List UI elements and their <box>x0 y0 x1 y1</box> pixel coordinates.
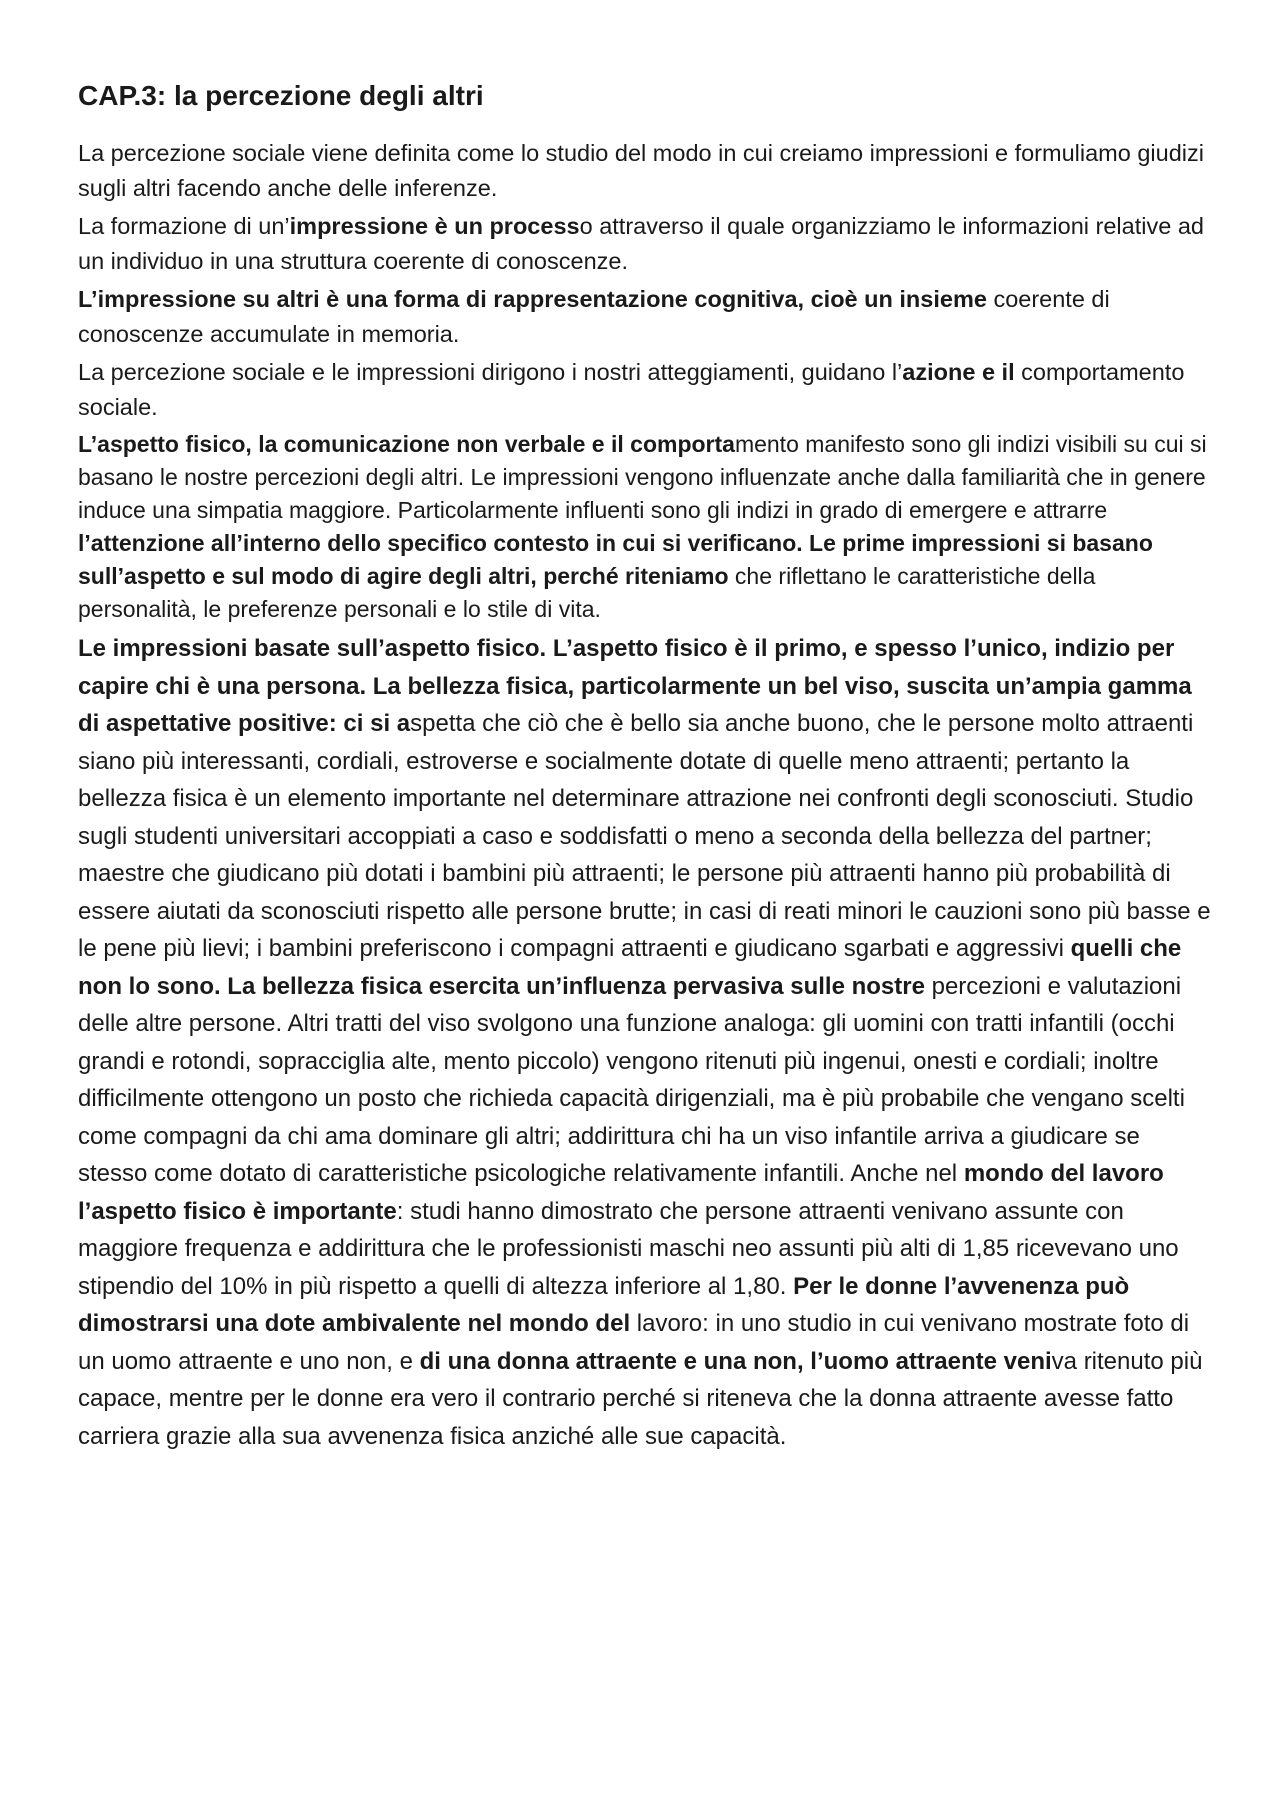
chapter-title: CAP.3: la percezione degli altri <box>78 80 484 111</box>
emphasis-text: mondo del lavoro l’aspetto fisico è importante <box>78 1160 1164 1225</box>
paragraph-text: lavoro: in uno studio in cui venivano mostrate foto di un uomo attraente e uno non, e <box>78 1310 1190 1375</box>
emphasis-text: l’attenzione all’interno dello specifico contesto in cui si verificano. Le prime impressioni si basano sull’aspetto e sul modo di agire degli altri, perché riteniamo <box>78 530 1153 589</box>
paragraph-attitudes <box>78 355 1213 425</box>
paragraph-visible-cues <box>78 428 1213 626</box>
paragraph-text: o attraverso il quale organizziamo le informazioni relative ad un individuo in una struttura coerente di conoscenze. <box>78 213 1204 274</box>
emphasis-text: di una donna attraente e una non, l’uomo attraente veni <box>419 1347 1052 1375</box>
paragraph-social-perception <box>78 136 1213 206</box>
emphasis-text: impressione è un process <box>289 213 580 239</box>
paragraph-text: : studi hanno dimostrato che persone attraenti venivano assunte con maggiore frequenza e addirittura che le professionisti maschi neo assunti più alti di 1,85 ricevevano uno stipendio del 10% in più rispetto a quelli di altezza inferiore al 1,80. <box>78 1197 1179 1300</box>
paragraph-text: La percezione sociale viene definita come lo studio del modo in cui creiamo impressioni e formuliamo giudizi sugli altri facendo anche delle inferenze. <box>78 140 1204 201</box>
paragraph-text: La formazione di un’ <box>78 213 290 239</box>
paragraph-text: percezioni e valutazioni delle altre persone. Altri tratti del viso svolgono una funzione analoga: gli uomini con tratti infantili (occhi grandi e rotondi, sopracciglia alte, mento piccolo) vengono ritenuti più ingenui, onesti e cordiali; inoltre difficilmente ottengono un posto che richieda capacità dirigenziali, ma è più probabile che vengano scelti come compagni da chi ama dominare gli altri; addirittura chi ha un viso infantile arriva a giudicare se stesso come dotato di caratteristiche psicologiche relativamente infantili. Anche nel <box>78 972 1185 1187</box>
emphasis-text: quelli che non lo sono. La bellezza fisica esercita un’influenza pervasiva sulle nostre <box>78 935 1182 1000</box>
paragraph-text: comportamento sociale. <box>78 359 1185 420</box>
emphasis-text: Per le donne l’avvenenza può dimostrarsi una dote ambivalente nel mondo del <box>78 1272 1130 1337</box>
emphasis-text: . L’aspetto fisico è il primo, e spesso l’unico, indizio per capire chi è una persona. La bellezza fisica, particolarmente un bel viso, suscita un’ampia gamma di aspettative positive: ci si a <box>78 635 1192 737</box>
paragraph-text: spetta che ciò che è bello sia anche buono, che le persone molto attraenti siano più interessanti, cordiali, estroverse e socialmente dotate di quelle meno attraenti; pertanto la bellezza fisica è un elemento importante nel determinare attrazione nei confronti degli sconosciuti. Studio sugli studenti universitari accoppiati a caso e soddisfatti o meno a seconda della bellezza del partner; maestre che giudicano più dotati i bambini più attraenti; le persone più attraenti hanno più probabilità di essere aiutati da sconosciuti rispetto alle persone brutte; in casi di reati minori le cauzioni sono più basse e le pene più lievi; i bambini preferiscono i compagni attraenti e giudicano sgarbati e aggressivi <box>78 710 1211 962</box>
emphasis-text: L’aspetto fisico, la comunicazione non verbale e il comporta <box>78 431 735 457</box>
paragraph-text: La percezione sociale e le impressioni dirigono i nostri atteggiamenti, guidano l’ <box>78 359 903 385</box>
paragraph-cognitive-representation <box>78 282 1213 352</box>
paragraph-text: va ritenuto più capace, mentre per le donne era vero il contrario perché si riteneva che la donna attraente avesse fatto carriera grazie alla sua avvenenza fisica anziché alle sue capacità. <box>78 1347 1203 1450</box>
paragraph-physical-appearance <box>78 630 1213 1455</box>
emphasis-text: azione e il <box>902 359 1015 385</box>
section-heading: Le impressioni basate sull’aspetto fisico <box>78 635 540 662</box>
paragraph-text: mento manifesto sono gli indizi visibili su cui si basano le nostre percezioni degli altri. Le impressioni vengono influenzate anche dalla familiarità che in genere induce una simpatia maggiore. Particolarmente influenti sono gli indizi in grado di emergere e attrarre <box>78 431 1207 523</box>
paragraph-text: coerente di conoscenze accumulate in memoria. <box>78 286 1110 347</box>
emphasis-text: L’impressione su altri è una forma di rappresentazione cognitiva, cioè un insieme <box>78 286 987 312</box>
document-page <box>78 78 1213 1458</box>
paragraph-impression-formation <box>78 209 1213 279</box>
paragraph-text: che riflettano le caratteristiche della personalità, le preferenze personali e lo stile di vita. <box>78 563 1096 622</box>
